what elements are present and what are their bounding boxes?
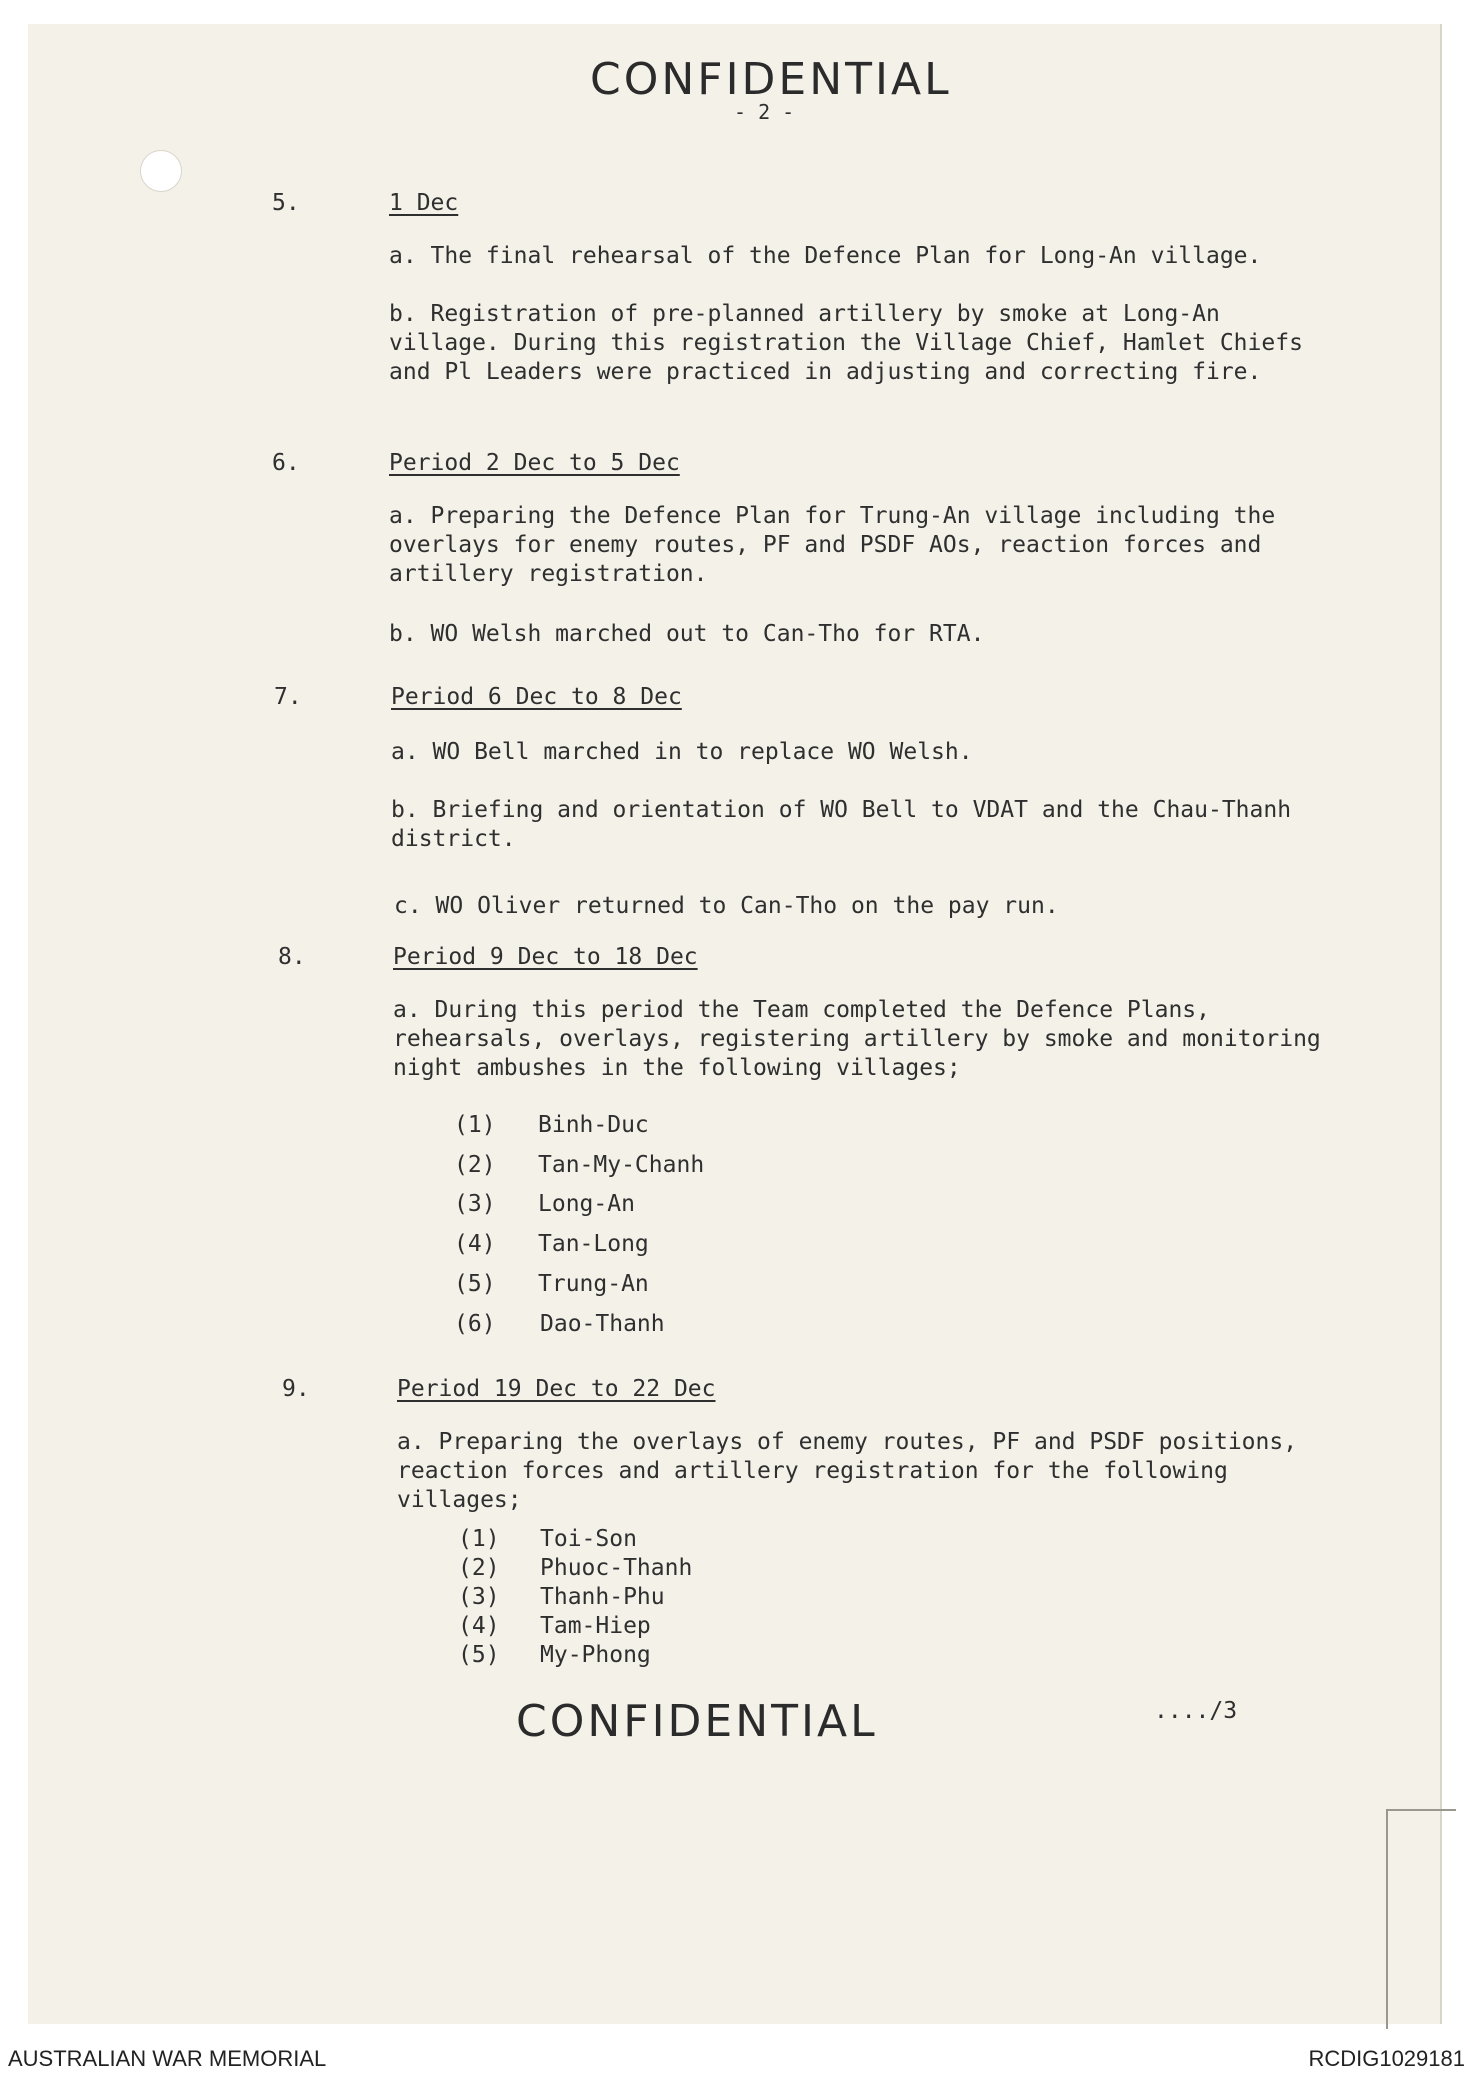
village-name: Tan-My-Chanh <box>538 1152 705 1178</box>
section-number: 5. <box>272 190 300 216</box>
section-heading: 1 Dec <box>389 190 459 216</box>
list-number: (6) <box>454 1311 496 1337</box>
section-heading: Period 9 Dec to 18 Dec <box>393 944 698 970</box>
section-number: 6. <box>272 450 300 476</box>
village-name: Trung-An <box>538 1271 649 1297</box>
section-heading: Period 2 Dec to 5 Dec <box>389 450 680 476</box>
section-number: 9. <box>282 1376 310 1402</box>
village-name: Binh-Duc <box>538 1112 649 1138</box>
village-name: Thanh-Phu <box>540 1584 665 1610</box>
section-heading: Period 19 Dec to 22 Dec <box>397 1376 716 1402</box>
document-page <box>28 24 1442 2024</box>
list-number: (3) <box>454 1191 496 1217</box>
continuation-marker: ..../3 <box>1154 1698 1238 1724</box>
section-item: b. WO Welsh marched out to Can-Tho for RTA. <box>389 621 985 647</box>
section-item: a. The final rehearsal of the Defence Plan for Long-An village. <box>389 243 1262 269</box>
section-item: a. During this period the Team completed the Defence Plans, rehearsals, overlays, registering artillery by smoke and monitoring night ambushes in the following villages; <box>393 997 1321 1081</box>
list-number: (4) <box>458 1613 500 1639</box>
village-name: My-Phong <box>540 1642 651 1668</box>
corner-mark <box>1386 1809 1456 1811</box>
punch-hole <box>140 150 182 192</box>
list-number: (1) <box>458 1526 500 1552</box>
list-number: (4) <box>454 1231 496 1257</box>
list-number: (2) <box>458 1555 500 1581</box>
list-number: (5) <box>458 1642 500 1668</box>
section-item: a. Preparing the overlays of enemy routes, PF and PSDF positions, reaction forces and artillery registration for the following villages; <box>397 1429 1298 1513</box>
section-number: 8. <box>278 944 306 970</box>
list-number: (1) <box>454 1112 496 1138</box>
village-name: Toi-Son <box>540 1526 637 1552</box>
archive-item-id: RCDIG1029181 <box>1308 2046 1465 2071</box>
list-number: (3) <box>458 1584 500 1610</box>
village-name: Tam-Hiep <box>540 1613 651 1639</box>
village-name: Tan-Long <box>538 1231 649 1257</box>
section-number: 7. <box>274 684 302 710</box>
village-name: Dao-Thanh <box>540 1311 665 1337</box>
village-name: Long-An <box>538 1191 635 1217</box>
list-number: (2) <box>454 1152 496 1178</box>
classification-stamp-top: CONFIDENTIAL <box>590 54 952 105</box>
page-number: - 2 - <box>734 100 795 124</box>
section-item: b. Briefing and orientation of WO Bell to VDAT and the Chau-Thanh district. <box>391 797 1292 852</box>
classification-stamp-bottom: CONFIDENTIAL <box>516 1696 878 1747</box>
village-name: Phuoc-Thanh <box>540 1555 693 1581</box>
archive-institution: AUSTRALIAN WAR MEMORIAL <box>8 2046 327 2071</box>
section-item: a. Preparing the Defence Plan for Trung-An village including the overlays for enemy routes, PF and PSDF AOs, reaction forces and artillery registration. <box>389 503 1276 587</box>
section-item: a. WO Bell marched in to replace WO Welsh. <box>391 739 973 765</box>
section-heading: Period 6 Dec to 8 Dec <box>391 684 682 710</box>
corner-mark <box>1386 1809 1388 2029</box>
section-item: c. WO Oliver returned to Can-Tho on the pay run. <box>394 893 1059 919</box>
list-number: (5) <box>454 1271 496 1297</box>
section-item: b. Registration of pre-planned artillery by smoke at Long-An village. During this registration the Village Chief, Hamlet Chiefs and Pl Leaders were practiced in adjusting and correcting fire. <box>389 301 1303 385</box>
